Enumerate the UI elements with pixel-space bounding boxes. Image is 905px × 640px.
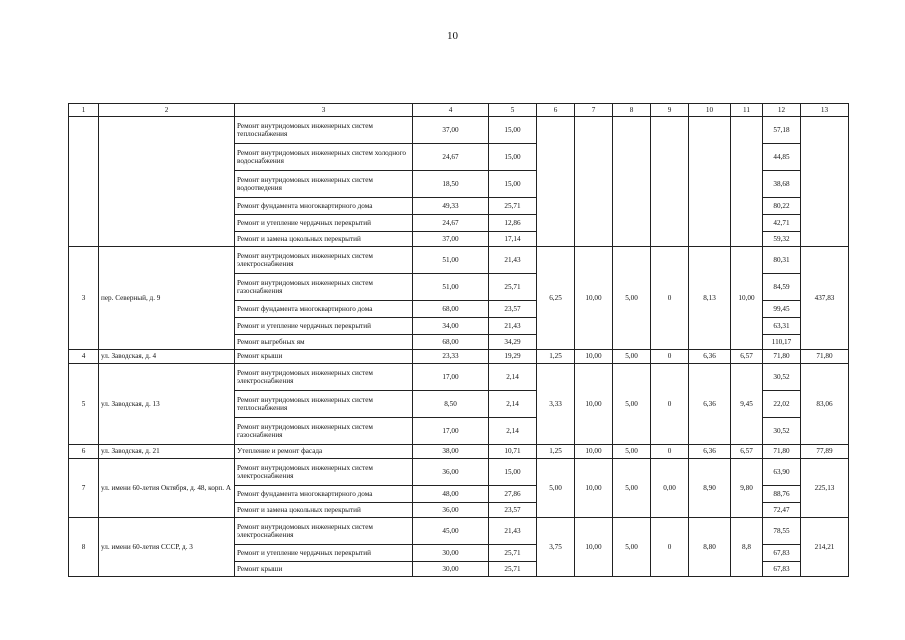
value-cell: 5,00 bbox=[613, 350, 651, 364]
table-row bbox=[69, 247, 849, 274]
value-cell: 23,57 bbox=[489, 503, 537, 518]
value-cell: 8,90 bbox=[689, 459, 731, 518]
value-cell: 5,00 bbox=[613, 364, 651, 445]
value-cell: 24,67 bbox=[413, 144, 489, 171]
value-cell: 18,50 bbox=[413, 171, 489, 198]
row-number-cell: 8 bbox=[69, 518, 99, 577]
value-cell: 37,00 bbox=[413, 232, 489, 247]
value-cell: 34,00 bbox=[413, 318, 489, 335]
value-cell: 51,00 bbox=[413, 274, 489, 301]
value-cell bbox=[731, 117, 763, 247]
row-number-cell: 7 bbox=[69, 459, 99, 518]
value-cell: 68,00 bbox=[413, 335, 489, 350]
value-cell: 21,43 bbox=[489, 247, 537, 274]
column-header: 13 bbox=[801, 104, 849, 117]
address-cell: ул. Заводская, д. 4 bbox=[99, 350, 235, 364]
total-cell: 71,80 bbox=[763, 350, 801, 364]
value-cell: 17,00 bbox=[413, 364, 489, 391]
value-cell: 3,33 bbox=[537, 364, 575, 445]
total-cell: 42,71 bbox=[763, 215, 801, 232]
work-type-cell: Ремонт крыши bbox=[235, 562, 413, 577]
table-row bbox=[69, 445, 849, 459]
total-cell: 30,52 bbox=[763, 418, 801, 445]
total-cell: 67,83 bbox=[763, 562, 801, 577]
sum-cell: 214,21 bbox=[801, 518, 849, 577]
value-cell: 10,00 bbox=[575, 518, 613, 577]
value-cell: 27,86 bbox=[489, 486, 537, 503]
value-cell: 15,00 bbox=[489, 459, 537, 486]
value-cell: 5,00 bbox=[613, 445, 651, 459]
value-cell: 8,13 bbox=[689, 247, 731, 350]
value-cell: 19,29 bbox=[489, 350, 537, 364]
value-cell: 3,75 bbox=[537, 518, 575, 577]
work-type-cell: Ремонт внутридомовых инженерных систем теплоснабжения bbox=[235, 117, 413, 144]
value-cell: 10,71 bbox=[489, 445, 537, 459]
value-cell: 10,00 bbox=[575, 364, 613, 445]
column-header: 2 bbox=[99, 104, 235, 117]
row-number-cell: 3 bbox=[69, 247, 99, 350]
value-cell: 21,43 bbox=[489, 518, 537, 545]
work-type-cell: Ремонт и утепление чердачных перекрытий bbox=[235, 545, 413, 562]
value-cell: 30,00 bbox=[413, 545, 489, 562]
sum-cell: 437,83 bbox=[801, 247, 849, 350]
value-cell: 2,14 bbox=[489, 418, 537, 445]
column-header: 11 bbox=[731, 104, 763, 117]
value-cell bbox=[537, 117, 575, 247]
value-cell: 10,00 bbox=[575, 247, 613, 350]
value-cell: 23,57 bbox=[489, 301, 537, 318]
row-number-cell: 4 bbox=[69, 350, 99, 364]
total-cell: 80,22 bbox=[763, 198, 801, 215]
work-type-cell: Ремонт внутридомовых инженерных систем водоотведения bbox=[235, 171, 413, 198]
value-cell: 25,71 bbox=[489, 198, 537, 215]
value-cell: 6,25 bbox=[537, 247, 575, 350]
total-cell: 80,31 bbox=[763, 247, 801, 274]
total-cell: 63,31 bbox=[763, 318, 801, 335]
work-type-cell: Ремонт фундамента многоквартирного дома bbox=[235, 198, 413, 215]
value-cell: 6,36 bbox=[689, 364, 731, 445]
value-cell: 25,71 bbox=[489, 274, 537, 301]
value-cell: 21,43 bbox=[489, 318, 537, 335]
value-cell: 0 bbox=[651, 350, 689, 364]
value-cell: 48,00 bbox=[413, 486, 489, 503]
total-cell: 110,17 bbox=[763, 335, 801, 350]
value-cell: 1,25 bbox=[537, 445, 575, 459]
value-cell: 6,36 bbox=[689, 350, 731, 364]
value-cell: 1,25 bbox=[537, 350, 575, 364]
value-cell bbox=[651, 117, 689, 247]
value-cell: 5,00 bbox=[613, 247, 651, 350]
column-header: 6 bbox=[537, 104, 575, 117]
work-type-cell: Ремонт фундамента многоквартирного дома bbox=[235, 486, 413, 503]
total-cell: 38,68 bbox=[763, 171, 801, 198]
total-cell: 22,02 bbox=[763, 391, 801, 418]
value-cell: 25,71 bbox=[489, 545, 537, 562]
sum-cell: 225,13 bbox=[801, 459, 849, 518]
work-type-cell: Ремонт внутридомовых инженерных систем электроснабжения bbox=[235, 364, 413, 391]
total-cell: 57,18 bbox=[763, 117, 801, 144]
column-header: 3 bbox=[235, 104, 413, 117]
table-row bbox=[69, 459, 849, 486]
column-header: 5 bbox=[489, 104, 537, 117]
value-cell: 17,14 bbox=[489, 232, 537, 247]
sum-cell bbox=[801, 117, 849, 247]
column-header: 8 bbox=[613, 104, 651, 117]
table-row bbox=[69, 117, 849, 144]
value-cell: 10,00 bbox=[575, 445, 613, 459]
total-cell: 63,90 bbox=[763, 459, 801, 486]
column-number-row bbox=[69, 104, 849, 117]
sum-cell: 83,06 bbox=[801, 364, 849, 445]
work-type-cell: Ремонт и замена цокольных перекрытий bbox=[235, 503, 413, 518]
sum-cell: 71,80 bbox=[801, 350, 849, 364]
work-type-cell: Ремонт и утепление чердачных перекрытий bbox=[235, 318, 413, 335]
value-cell: 45,00 bbox=[413, 518, 489, 545]
total-cell: 78,55 bbox=[763, 518, 801, 545]
value-cell: 8,80 bbox=[689, 518, 731, 577]
work-type-cell: Ремонт крыши bbox=[235, 350, 413, 364]
work-type-cell: Ремонт внутридомовых инженерных систем электроснабжения bbox=[235, 459, 413, 486]
table-row bbox=[69, 518, 849, 545]
work-type-cell: Ремонт внутридомовых инженерных систем газоснабжения bbox=[235, 418, 413, 445]
value-cell: 10,00 bbox=[575, 459, 613, 518]
address-cell: ул. Заводская, д. 13 bbox=[99, 364, 235, 445]
value-cell: 51,00 bbox=[413, 247, 489, 274]
table-row bbox=[69, 350, 849, 364]
address-cell bbox=[99, 117, 235, 247]
value-cell: 5,00 bbox=[613, 518, 651, 577]
value-cell bbox=[575, 117, 613, 247]
value-cell: 15,00 bbox=[489, 171, 537, 198]
work-type-cell: Ремонт фундамента многоквартирного дома bbox=[235, 301, 413, 318]
work-type-cell: Ремонт внутридомовых инженерных систем газоснабжения bbox=[235, 274, 413, 301]
value-cell: 2,14 bbox=[489, 391, 537, 418]
column-header: 7 bbox=[575, 104, 613, 117]
value-cell: 24,67 bbox=[413, 215, 489, 232]
row-number-cell: 5 bbox=[69, 364, 99, 445]
value-cell: 6,36 bbox=[689, 445, 731, 459]
value-cell: 23,33 bbox=[413, 350, 489, 364]
value-cell: 0 bbox=[651, 445, 689, 459]
total-cell: 88,76 bbox=[763, 486, 801, 503]
column-header: 10 bbox=[689, 104, 731, 117]
work-type-cell: Ремонт внутридомовых инженерных систем холодного водоснабжения bbox=[235, 144, 413, 171]
value-cell: 36,00 bbox=[413, 503, 489, 518]
total-cell: 84,59 bbox=[763, 274, 801, 301]
value-cell: 37,00 bbox=[413, 117, 489, 144]
value-cell: 9,45 bbox=[731, 364, 763, 445]
table-row bbox=[69, 364, 849, 391]
total-cell: 44,85 bbox=[763, 144, 801, 171]
work-type-cell: Ремонт внутридомовых инженерных систем теплоснабжения bbox=[235, 391, 413, 418]
work-type-cell: Утепление и ремонт фасада bbox=[235, 445, 413, 459]
value-cell: 12,86 bbox=[489, 215, 537, 232]
value-cell: 6,57 bbox=[731, 350, 763, 364]
value-cell: 25,71 bbox=[489, 562, 537, 577]
work-type-cell: Ремонт и замена цокольных перекрытий bbox=[235, 232, 413, 247]
value-cell: 10,00 bbox=[575, 350, 613, 364]
value-cell: 68,00 bbox=[413, 301, 489, 318]
value-cell: 2,14 bbox=[489, 364, 537, 391]
value-cell bbox=[689, 117, 731, 247]
value-cell: 34,29 bbox=[489, 335, 537, 350]
work-type-cell: Ремонт внутридомовых инженерных систем электроснабжения bbox=[235, 247, 413, 274]
value-cell: 15,00 bbox=[489, 117, 537, 144]
value-cell: 5,00 bbox=[613, 459, 651, 518]
total-cell: 30,52 bbox=[763, 364, 801, 391]
value-cell: 0 bbox=[651, 518, 689, 577]
repair-cost-table bbox=[68, 103, 849, 577]
column-header: 4 bbox=[413, 104, 489, 117]
total-cell: 71,80 bbox=[763, 445, 801, 459]
total-cell: 99,45 bbox=[763, 301, 801, 318]
value-cell: 8,50 bbox=[413, 391, 489, 418]
work-type-cell: Ремонт и утепление чердачных перекрытий bbox=[235, 215, 413, 232]
value-cell: 10,00 bbox=[731, 247, 763, 350]
address-cell: ул. имени 60-летия Октября, д. 48, корп. А bbox=[99, 459, 235, 518]
value-cell: 49,33 bbox=[413, 198, 489, 215]
value-cell: 15,00 bbox=[489, 144, 537, 171]
total-cell: 67,83 bbox=[763, 545, 801, 562]
value-cell: 0 bbox=[651, 247, 689, 350]
value-cell: 0 bbox=[651, 364, 689, 445]
address-cell: ул. Заводская, д. 21 bbox=[99, 445, 235, 459]
column-header: 1 bbox=[69, 104, 99, 117]
value-cell bbox=[613, 117, 651, 247]
value-cell: 0,00 bbox=[651, 459, 689, 518]
value-cell: 8,8 bbox=[731, 518, 763, 577]
page-number: 10 bbox=[447, 30, 458, 42]
column-header: 9 bbox=[651, 104, 689, 117]
sum-cell: 77,89 bbox=[801, 445, 849, 459]
work-type-cell: Ремонт внутридомовых инженерных систем электроснабжения bbox=[235, 518, 413, 545]
value-cell: 30,00 bbox=[413, 562, 489, 577]
address-cell: пер. Северный, д. 9 bbox=[99, 247, 235, 350]
work-type-cell: Ремонт выгребных ям bbox=[235, 335, 413, 350]
row-number-cell: 6 bbox=[69, 445, 99, 459]
value-cell: 6,57 bbox=[731, 445, 763, 459]
address-cell: ул. имени 60-летия СССР, д. 3 bbox=[99, 518, 235, 577]
value-cell: 36,00 bbox=[413, 459, 489, 486]
total-cell: 72,47 bbox=[763, 503, 801, 518]
column-header: 12 bbox=[763, 104, 801, 117]
value-cell: 38,00 bbox=[413, 445, 489, 459]
total-cell: 59,32 bbox=[763, 232, 801, 247]
value-cell: 17,00 bbox=[413, 418, 489, 445]
row-number-cell bbox=[69, 117, 99, 247]
value-cell: 5,00 bbox=[537, 459, 575, 518]
value-cell: 9,80 bbox=[731, 459, 763, 518]
